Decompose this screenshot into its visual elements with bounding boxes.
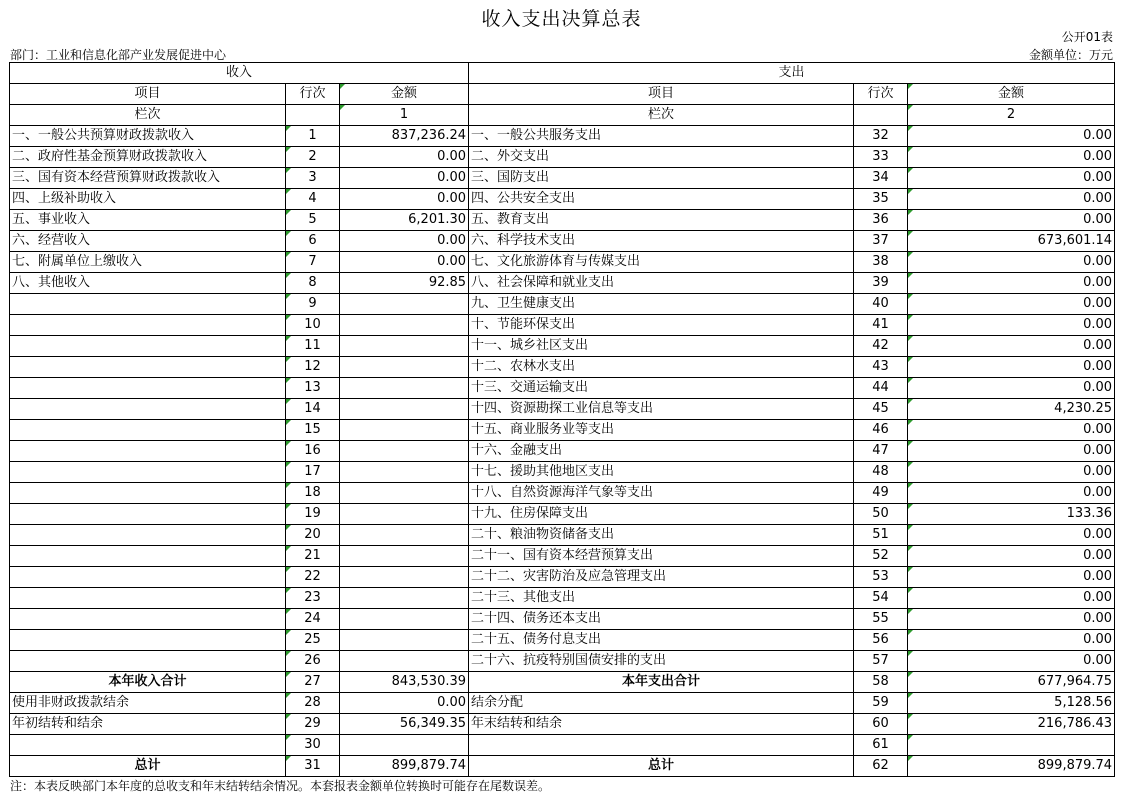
income-line-no-cell: 13	[286, 378, 340, 399]
expense-item-cell: 总计	[469, 756, 854, 777]
table-row	[10, 336, 1115, 357]
expense-amount-cell: 0.00	[908, 273, 1115, 294]
income-line-no-cell: 20	[286, 525, 340, 546]
income-line-no-cell: 16	[286, 441, 340, 462]
income-item-cell: 六、经营收入	[10, 231, 286, 252]
income-item-cell	[10, 462, 286, 483]
expense-amount-cell: 0.00	[908, 147, 1115, 168]
expense-amount-cell: 677,964.75	[908, 672, 1115, 693]
expense-line-no-cell: 36	[854, 210, 908, 231]
expense-item-cell: 十、节能环保支出	[469, 315, 854, 336]
expense-line-no-cell: 48	[854, 462, 908, 483]
expense-amount-cell: 0.00	[908, 441, 1115, 462]
income-line-no-cell: 22	[286, 567, 340, 588]
income-amount-cell	[340, 567, 469, 588]
table-row	[10, 756, 1115, 777]
expense-item-cell: 十一、城乡社区支出	[469, 336, 854, 357]
income-item-cell	[10, 336, 286, 357]
expense-item-cell: 四、公共安全支出	[469, 189, 854, 210]
table-row	[10, 462, 1115, 483]
income-amount-cell: 0.00	[340, 693, 469, 714]
income-amount-cell	[340, 525, 469, 546]
expense-item-cell: 七、文化旅游体育与传媒支出	[469, 252, 854, 273]
expense-item-header: 项目	[469, 84, 854, 105]
expense-amount-cell: 0.00	[908, 315, 1115, 336]
income-item-cell	[10, 420, 286, 441]
expense-amount-cell: 0.00	[908, 588, 1115, 609]
expense-amount-cell: 673,601.14	[908, 231, 1115, 252]
income-line-no-cell: 19	[286, 504, 340, 525]
income-amount-cell	[340, 483, 469, 504]
income-item-cell	[10, 357, 286, 378]
expense-line-no-cell: 58	[854, 672, 908, 693]
income-line-no-cell: 27	[286, 672, 340, 693]
expense-item-cell: 六、科学技术支出	[469, 231, 854, 252]
table-row	[10, 714, 1115, 735]
table-row	[10, 420, 1115, 441]
table-row	[10, 588, 1115, 609]
expense-amount-cell: 0.00	[908, 483, 1115, 504]
column-header-row	[10, 84, 1115, 105]
table-row	[10, 441, 1115, 462]
income-item-cell: 使用非财政拨款结余	[10, 693, 286, 714]
table-row	[10, 231, 1115, 252]
income-amount-cell: 92.85	[340, 273, 469, 294]
income-col-index-label: 栏次	[10, 105, 286, 126]
table-row	[10, 483, 1115, 504]
unit-label: 金额单位：万元	[1028, 48, 1113, 62]
income-item-cell: 二、政府性基金预算财政拨款收入	[10, 147, 286, 168]
expense-amount-cell: 0.00	[908, 651, 1115, 672]
income-amount-cell	[340, 630, 469, 651]
income-item-cell	[10, 588, 286, 609]
expense-amount-cell: 0.00	[908, 630, 1115, 651]
income-amount-header: 金额	[340, 84, 469, 105]
income-amount-cell	[340, 462, 469, 483]
income-item-cell	[10, 735, 286, 756]
expense-line-no-cell: 60	[854, 714, 908, 735]
expense-amount-cell: 0.00	[908, 336, 1115, 357]
expense-line-no-cell: 35	[854, 189, 908, 210]
table-row	[10, 399, 1115, 420]
income-line-no-header: 行次	[286, 84, 340, 105]
income-line-no-cell: 28	[286, 693, 340, 714]
section-header-row	[10, 63, 1115, 84]
table-row	[10, 126, 1115, 147]
expense-item-cell: 二十五、债务付息支出	[469, 630, 854, 651]
table-row	[10, 168, 1115, 189]
expense-line-no-cell: 62	[854, 756, 908, 777]
income-amount-cell: 0.00	[340, 168, 469, 189]
table-row	[10, 210, 1115, 231]
expense-line-no-cell: 42	[854, 336, 908, 357]
budget-summary-table	[9, 62, 1115, 777]
form-id: 公开01表	[1061, 30, 1113, 44]
income-amount-cell: 843,530.39	[340, 672, 469, 693]
expense-item-cell: 三、国防支出	[469, 168, 854, 189]
income-item-cell	[10, 567, 286, 588]
income-item-cell	[10, 630, 286, 651]
expense-amount-cell: 0.00	[908, 525, 1115, 546]
expense-line-no-cell: 51	[854, 525, 908, 546]
table-row	[10, 693, 1115, 714]
income-amount-cell	[340, 357, 469, 378]
income-line-no-cell: 24	[286, 609, 340, 630]
expense-line-no-cell: 45	[854, 399, 908, 420]
income-amount-cell: 0.00	[340, 189, 469, 210]
expense-line-no-cell: 41	[854, 315, 908, 336]
column-index-row	[10, 105, 1115, 126]
expense-amount-cell	[908, 735, 1115, 756]
income-line-no-cell: 3	[286, 168, 340, 189]
income-line-no-cell: 25	[286, 630, 340, 651]
expense-amount-cell: 0.00	[908, 357, 1115, 378]
income-line-no-cell: 1	[286, 126, 340, 147]
expense-line-no-cell: 44	[854, 378, 908, 399]
expense-line-no-cell: 47	[854, 441, 908, 462]
income-item-cell	[10, 294, 286, 315]
income-amount-cell: 0.00	[340, 252, 469, 273]
expense-amount-cell: 0.00	[908, 420, 1115, 441]
income-amount-cell: 0.00	[340, 147, 469, 168]
expense-item-cell: 年末结转和结余	[469, 714, 854, 735]
expense-amount-cell: 0.00	[908, 546, 1115, 567]
expense-item-cell: 九、卫生健康支出	[469, 294, 854, 315]
expense-item-cell: 一、一般公共服务支出	[469, 126, 854, 147]
income-item-cell	[10, 441, 286, 462]
income-amount-cell	[340, 420, 469, 441]
income-amount-cell	[340, 378, 469, 399]
income-amount-cell: 0.00	[340, 231, 469, 252]
expense-line-no-cell: 34	[854, 168, 908, 189]
expense-line-no-cell: 54	[854, 588, 908, 609]
expense-amount-cell: 0.00	[908, 252, 1115, 273]
income-line-no-cell: 31	[286, 756, 340, 777]
expense-item-cell: 二十三、其他支出	[469, 588, 854, 609]
expense-line-no-cell: 55	[854, 609, 908, 630]
income-line-no-cell: 26	[286, 651, 340, 672]
income-line-no-cell: 14	[286, 399, 340, 420]
income-line-no-cell: 11	[286, 336, 340, 357]
table-row	[10, 651, 1115, 672]
expense-line-no-cell: 49	[854, 483, 908, 504]
income-line-no-cell: 5	[286, 210, 340, 231]
income-amount-cell: 56,349.35	[340, 714, 469, 735]
expense-item-cell: 二十四、债务还本支出	[469, 609, 854, 630]
expense-amount-header: 金额	[908, 84, 1115, 105]
expense-amount-cell: 0.00	[908, 609, 1115, 630]
expense-line-no-cell: 32	[854, 126, 908, 147]
table-row	[10, 315, 1115, 336]
income-line-no-cell: 21	[286, 546, 340, 567]
income-item-cell: 一、一般公共预算财政拨款收入	[10, 126, 286, 147]
expense-amount-cell: 0.00	[908, 210, 1115, 231]
income-item-cell	[10, 378, 286, 399]
income-col-index: 1	[340, 105, 469, 126]
income-item-cell	[10, 546, 286, 567]
expense-amount-cell: 0.00	[908, 378, 1115, 399]
table-row	[10, 567, 1115, 588]
expense-item-cell: 十二、农林水支出	[469, 357, 854, 378]
income-amount-cell	[340, 609, 469, 630]
expense-item-cell: 十三、交通运输支出	[469, 378, 854, 399]
income-item-cell: 八、其他收入	[10, 273, 286, 294]
expense-col-index: 2	[908, 105, 1115, 126]
expense-line-no-cell: 52	[854, 546, 908, 567]
footnote: 注：本表反映部门本年度的总收支和年末结转结余情况。本套报表金额单位转换时可能存在尾数误差。	[10, 779, 551, 793]
expense-amount-cell: 0.00	[908, 294, 1115, 315]
expense-item-cell: 十九、住房保障支出	[469, 504, 854, 525]
income-line-no-cell: 8	[286, 273, 340, 294]
income-item-cell	[10, 399, 286, 420]
expense-item-cell: 十七、援助其他地区支出	[469, 462, 854, 483]
income-amount-cell	[340, 336, 469, 357]
table-row	[10, 273, 1115, 294]
table-row	[10, 672, 1115, 693]
expense-line-no-cell: 37	[854, 231, 908, 252]
expense-section-header: 支出	[469, 63, 1115, 84]
table-row	[10, 504, 1115, 525]
income-col-index-blank	[286, 105, 340, 126]
table-row	[10, 189, 1115, 210]
expense-amount-cell: 216,786.43	[908, 714, 1115, 735]
income-item-cell: 五、事业收入	[10, 210, 286, 231]
income-line-no-cell: 30	[286, 735, 340, 756]
income-item-cell: 总计	[10, 756, 286, 777]
expense-line-no-cell: 46	[854, 420, 908, 441]
expense-item-cell: 二、外交支出	[469, 147, 854, 168]
income-item-header: 项目	[10, 84, 286, 105]
expense-amount-cell: 133.36	[908, 504, 1115, 525]
income-amount-cell	[340, 399, 469, 420]
expense-item-cell: 十五、商业服务业等支出	[469, 420, 854, 441]
expense-item-cell: 十六、金融支出	[469, 441, 854, 462]
income-line-no-cell: 15	[286, 420, 340, 441]
expense-amount-cell: 4,230.25	[908, 399, 1115, 420]
income-line-no-cell: 12	[286, 357, 340, 378]
income-line-no-cell: 18	[286, 483, 340, 504]
income-amount-cell	[340, 546, 469, 567]
income-item-cell	[10, 525, 286, 546]
expense-line-no-cell: 39	[854, 273, 908, 294]
report-title: 收入支出决算总表	[481, 8, 642, 30]
expense-item-cell: 二十、粮油物资储备支出	[469, 525, 854, 546]
expense-line-no-cell: 61	[854, 735, 908, 756]
income-item-cell	[10, 609, 286, 630]
table-row	[10, 252, 1115, 273]
expense-amount-cell: 0.00	[908, 189, 1115, 210]
income-amount-cell	[340, 588, 469, 609]
table-row	[10, 735, 1115, 756]
expense-line-no-header: 行次	[854, 84, 908, 105]
table-row	[10, 525, 1115, 546]
expense-item-cell: 十八、自然资源海洋气象等支出	[469, 483, 854, 504]
income-item-cell: 年初结转和结余	[10, 714, 286, 735]
expense-line-no-cell: 59	[854, 693, 908, 714]
income-item-cell: 四、上级补助收入	[10, 189, 286, 210]
income-amount-cell	[340, 651, 469, 672]
expense-amount-cell: 0.00	[908, 462, 1115, 483]
expense-line-no-cell: 56	[854, 630, 908, 651]
table-row	[10, 357, 1115, 378]
income-item-cell	[10, 483, 286, 504]
income-line-no-cell: 6	[286, 231, 340, 252]
income-item-cell	[10, 504, 286, 525]
expense-item-cell	[469, 735, 854, 756]
income-amount-cell: 837,236.24	[340, 126, 469, 147]
expense-amount-cell: 5,128.56	[908, 693, 1115, 714]
income-amount-cell	[340, 735, 469, 756]
table-row	[10, 294, 1115, 315]
income-line-no-cell: 4	[286, 189, 340, 210]
income-line-no-cell: 7	[286, 252, 340, 273]
income-amount-cell	[340, 315, 469, 336]
table-row	[10, 630, 1115, 651]
income-amount-cell	[340, 504, 469, 525]
income-item-cell	[10, 651, 286, 672]
expense-item-cell: 八、社会保障和就业支出	[469, 273, 854, 294]
expense-line-no-cell: 50	[854, 504, 908, 525]
income-item-cell: 本年收入合计	[10, 672, 286, 693]
expense-item-cell: 五、教育支出	[469, 210, 854, 231]
department-label: 部门：工业和信息化部产业发展促进中心	[10, 48, 227, 62]
expense-line-no-cell: 57	[854, 651, 908, 672]
income-section-header: 收入	[10, 63, 469, 84]
expense-line-no-cell: 53	[854, 567, 908, 588]
expense-amount-cell: 0.00	[908, 168, 1115, 189]
expense-line-no-cell: 40	[854, 294, 908, 315]
expense-item-cell: 本年支出合计	[469, 672, 854, 693]
expense-item-cell: 二十六、抗疫特别国债安排的支出	[469, 651, 854, 672]
income-amount-cell	[340, 294, 469, 315]
expense-amount-cell: 899,879.74	[908, 756, 1115, 777]
expense-item-cell: 二十一、国有资本经营预算支出	[469, 546, 854, 567]
expense-line-no-cell: 33	[854, 147, 908, 168]
table-row	[10, 609, 1115, 630]
expense-item-cell: 二十二、灾害防治及应急管理支出	[469, 567, 854, 588]
income-amount-cell	[340, 441, 469, 462]
income-line-no-cell: 23	[286, 588, 340, 609]
expense-item-cell: 结余分配	[469, 693, 854, 714]
table-row	[10, 147, 1115, 168]
expense-line-no-cell: 38	[854, 252, 908, 273]
table-row	[10, 378, 1115, 399]
income-line-no-cell: 10	[286, 315, 340, 336]
income-line-no-cell: 2	[286, 147, 340, 168]
expense-amount-cell: 0.00	[908, 126, 1115, 147]
expense-amount-cell: 0.00	[908, 567, 1115, 588]
income-amount-cell: 6,201.30	[340, 210, 469, 231]
table-row	[10, 546, 1115, 567]
income-line-no-cell: 9	[286, 294, 340, 315]
expense-item-cell: 十四、资源勘探工业信息等支出	[469, 399, 854, 420]
expense-col-index-label: 栏次	[469, 105, 854, 126]
income-line-no-cell: 29	[286, 714, 340, 735]
expense-col-index-blank	[854, 105, 908, 126]
income-item-cell: 三、国有资本经营预算财政拨款收入	[10, 168, 286, 189]
income-line-no-cell: 17	[286, 462, 340, 483]
expense-line-no-cell: 43	[854, 357, 908, 378]
income-item-cell	[10, 315, 286, 336]
income-item-cell: 七、附属单位上缴收入	[10, 252, 286, 273]
income-amount-cell: 899,879.74	[340, 756, 469, 777]
